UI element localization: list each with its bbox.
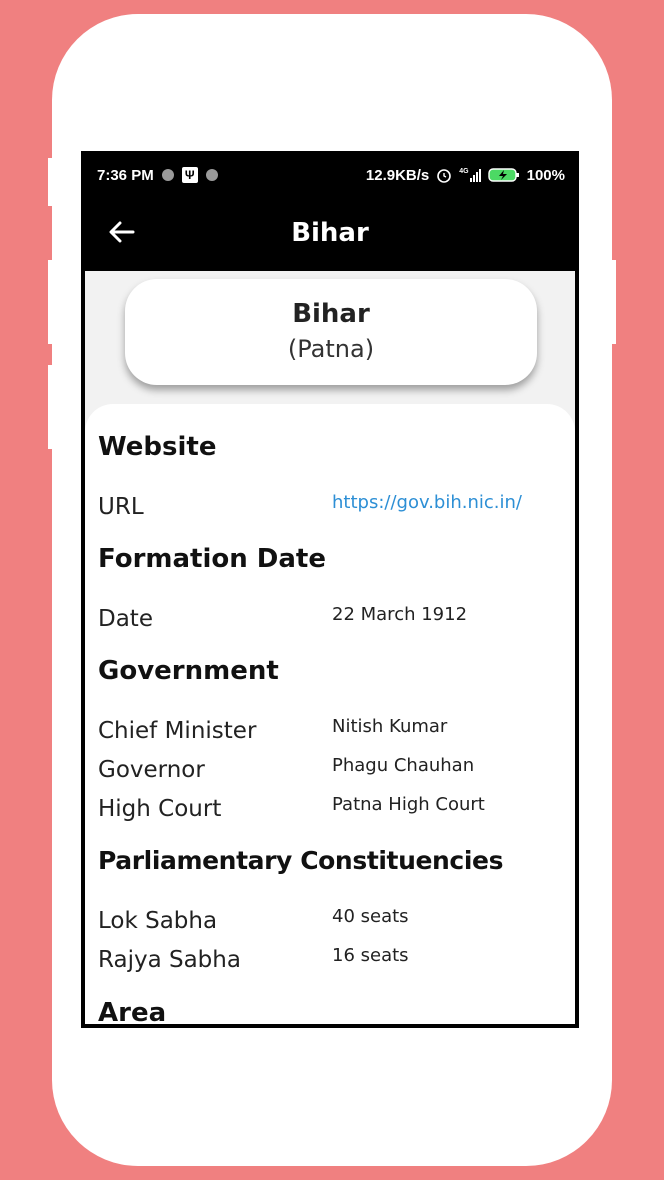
page-title: Bihar	[291, 218, 369, 248]
phone-side-button	[48, 365, 54, 449]
formation-date-value: 22 March 1912	[332, 604, 468, 625]
battery-percent: 100%	[526, 166, 565, 184]
section-title-parliament: Parliamentary Constituencies	[98, 846, 504, 875]
phone-screen	[81, 151, 579, 1028]
content-area	[85, 271, 575, 1028]
phone-side-button	[610, 260, 616, 344]
rajya-sabha-label: Rajya Sabha	[98, 947, 241, 973]
signal-label: 4G	[459, 168, 469, 175]
date-label: Date	[98, 606, 153, 632]
lok-sabha-value: 40 seats	[332, 906, 409, 927]
alarm-icon	[436, 167, 452, 183]
section-title-website: Website	[98, 432, 217, 462]
usb-icon: Ψ	[182, 167, 198, 183]
state-header-card	[125, 279, 537, 385]
notification-dot-icon	[206, 169, 218, 181]
governor-label: Governor	[98, 757, 205, 783]
status-time: 7:36 PM	[97, 166, 154, 184]
back-arrow-icon[interactable]	[107, 217, 137, 247]
battery-charging-icon	[488, 167, 520, 183]
status-bar	[85, 155, 575, 195]
app-bar	[85, 195, 575, 271]
details-panel	[85, 404, 575, 1028]
website-link[interactable]: https://gov.bih.nic.in/	[332, 492, 522, 513]
phone-side-button	[48, 158, 54, 206]
signal-icon	[459, 168, 480, 182]
network-speed: 12.9KB/s	[365, 166, 430, 184]
chief-minister-label: Chief Minister	[98, 718, 257, 744]
governor-value: Phagu Chauhan	[332, 755, 475, 776]
chief-minister-value: Nitish Kumar	[332, 716, 448, 737]
high-court-value: Patna High Court	[332, 794, 485, 815]
section-title-formation: Formation Date	[98, 544, 326, 574]
state-capital: (Patna)	[287, 335, 375, 363]
rajya-sabha-value: 16 seats	[332, 945, 409, 966]
phone-side-button	[48, 260, 54, 344]
notification-dot-icon	[162, 169, 174, 181]
url-label: URL	[98, 494, 144, 520]
section-title-area: Area	[98, 998, 167, 1028]
high-court-label: High Court	[98, 796, 222, 822]
section-title-government: Government	[98, 656, 279, 686]
state-name: Bihar	[292, 299, 370, 329]
lok-sabha-label: Lok Sabha	[98, 908, 218, 934]
